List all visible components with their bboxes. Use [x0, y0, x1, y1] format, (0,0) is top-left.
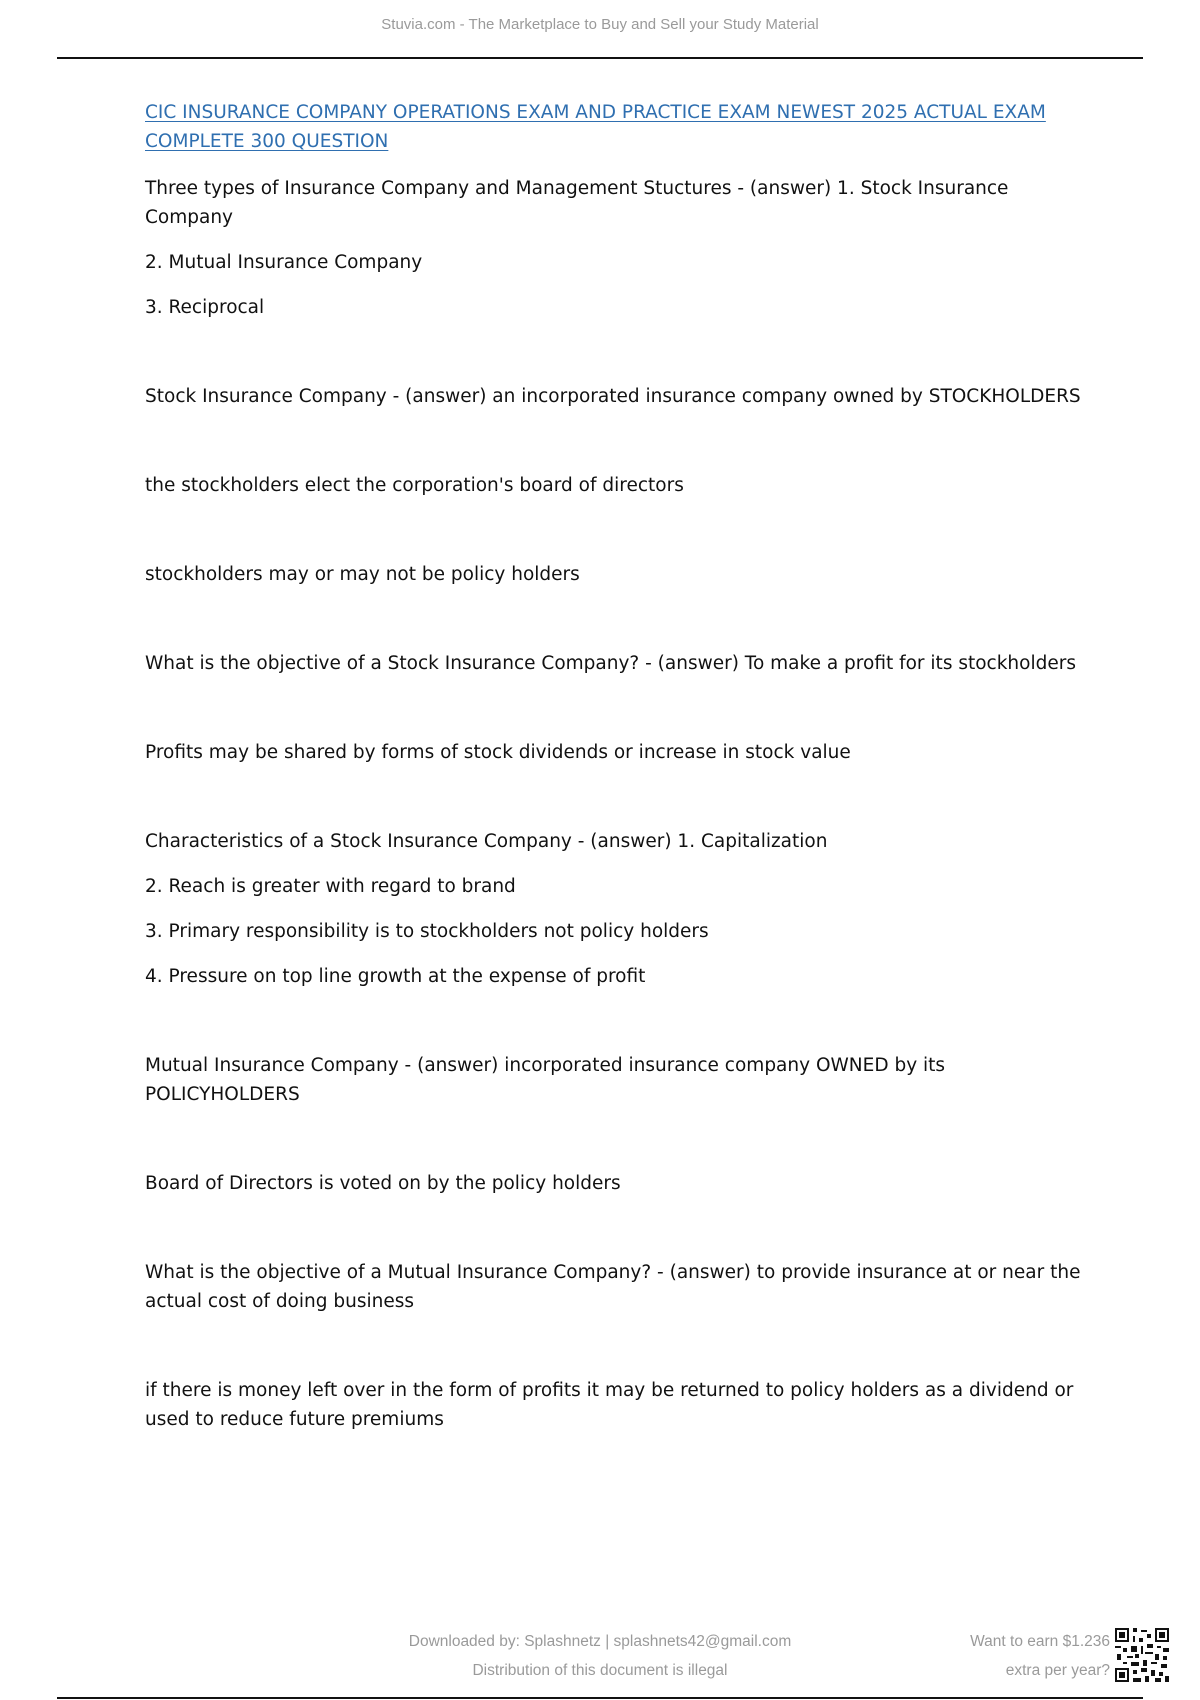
entry-line: 2. Reach is greater with regard to brand	[145, 876, 516, 897]
distribution-notice: Distribution of this document is illegal	[472, 1662, 728, 1679]
entry-9	[145, 1169, 1095, 1198]
entry-line: What is the objective of a Mutual Insurance Company? - (answer) to provide insurance at or near the actual cost of doing business	[145, 1262, 1081, 1312]
footer-earn-promo[interactable]	[850, 1627, 1110, 1685]
header-rule	[57, 57, 1143, 59]
entry-line: What is the objective of a Stock Insurance Company? - (answer) To make a profit for its stockholders	[145, 653, 1076, 674]
earn-text-line2: extra per year?	[1005, 1662, 1110, 1679]
entry-11	[145, 1376, 1095, 1434]
footer-rule	[57, 1697, 1143, 1699]
entry-line: if there is money left over in the form of profits it may be returned to policy holders as a dividend or used to reduce future premiums	[145, 1380, 1074, 1430]
entry-3	[145, 471, 1095, 500]
entry-line: 4. Pressure on top line growth at the expense of profit	[145, 966, 646, 987]
entry-line: the stockholders elect the corporation's board of directors	[145, 475, 684, 496]
qr-code-icon[interactable]	[1115, 1628, 1169, 1682]
entry-10	[145, 1258, 1095, 1316]
entry-2	[145, 382, 1095, 411]
entry-4	[145, 560, 1095, 589]
entry-8	[145, 1051, 1095, 1109]
earn-text-line1: Want to earn $1.236	[970, 1633, 1110, 1650]
entry-line: 3. Primary responsibility is to stockholders not policy holders	[145, 921, 709, 942]
entry-line: Characteristics of a Stock Insurance Company - (answer) 1. Capitalization	[145, 831, 828, 852]
entry-6	[145, 738, 1095, 767]
entry-line: Stock Insurance Company - (answer) an incorporated insurance company owned by STOCKHOLDERS	[145, 386, 1081, 407]
document-body	[145, 98, 1095, 1450]
entry-line: stockholders may or may not be policy holders	[145, 564, 580, 585]
entry-line: 3. Reciprocal	[145, 297, 265, 318]
entry-line: Board of Directors is voted on by the policy holders	[145, 1173, 621, 1194]
entry-line: Mutual Insurance Company - (answer) incorporated insurance company OWNED by its POLICYHOLDERS	[145, 1055, 946, 1105]
entry-5	[145, 649, 1095, 678]
document-title-link[interactable]: CIC INSURANCE COMPANY OPERATIONS EXAM AND PRACTICE EXAM NEWEST 2025 ACTUAL EXAM COMPLETE 300 QUESTION	[145, 102, 1046, 152]
page-header: Stuvia.com - The Marketplace to Buy and Sell your Study Material	[381, 16, 819, 33]
entry-1	[145, 174, 1095, 322]
downloaded-by-text: Downloaded by: Splashnetz | splashnets42@gmail.com	[408, 1633, 792, 1650]
entry-line: Three types of Insurance Company and Management Stuctures - (answer) 1. Stock Insurance Company	[145, 178, 1009, 228]
entry-line: 2. Mutual Insurance Company	[145, 252, 423, 273]
entry-line: Profits may be shared by forms of stock dividends or increase in stock value	[145, 742, 851, 763]
footer-download-info	[300, 1627, 900, 1685]
entry-7	[145, 827, 1095, 991]
